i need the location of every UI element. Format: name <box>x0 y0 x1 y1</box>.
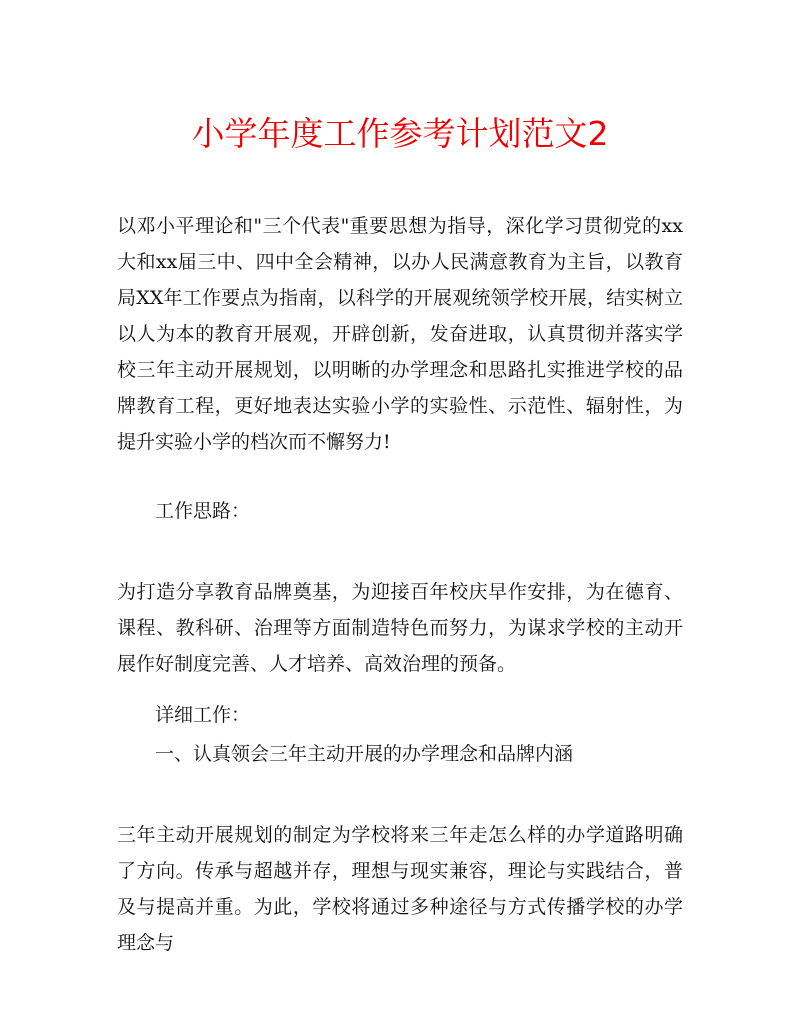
paragraph-work-approach-heading: 工作思路： <box>155 500 251 522</box>
paragraph-work-approach: 为打造分享教育品牌奠基，为迎接百年校庆早作安排，为在德育、课程、教科研、治理等方面制造特色而努力，为谋求学校的主动开展作好制度完善、人才培养、高效治理的预备。 <box>117 581 683 675</box>
paragraph-three-year-plan: 三年主动开展规划的制定为学校将来三年走怎么样的办学道路明确了方向。传承与超越并存，理想与现实兼容，理论与实践结合，普及与提高并重。为此，学校将通过多种途径与方式传播学校的办学理念与 <box>117 824 683 954</box>
paragraph-detailed-work-heading: 详细工作： <box>155 704 251 726</box>
document-title: 小学年度工作参考计划范文2 <box>191 114 609 153</box>
section-heading-1: 一、认真领会三年主动开展的办学理念和品牌内涵 <box>155 743 574 765</box>
paragraph-guiding-principles: 以邓小平理论和"三个代表"重要思想为指导，深化学习贯彻党的xx大和xx届三中、四中全会精神，以办人民满意教育为主旨，以教育局XX年工作要点为指南，以科学的开展观统领学校开展，结实树立以人为本的教育开展观，开辟创新，发奋进取，认真贯彻并落实学校三年主动开展规划，以明晰的办学理念和思路扎实推进学校的品牌教育工程，更好地表达实验小学的实验性、示范性、辐射性，为提升实验小学的档次而不懈努力! <box>117 215 683 453</box>
